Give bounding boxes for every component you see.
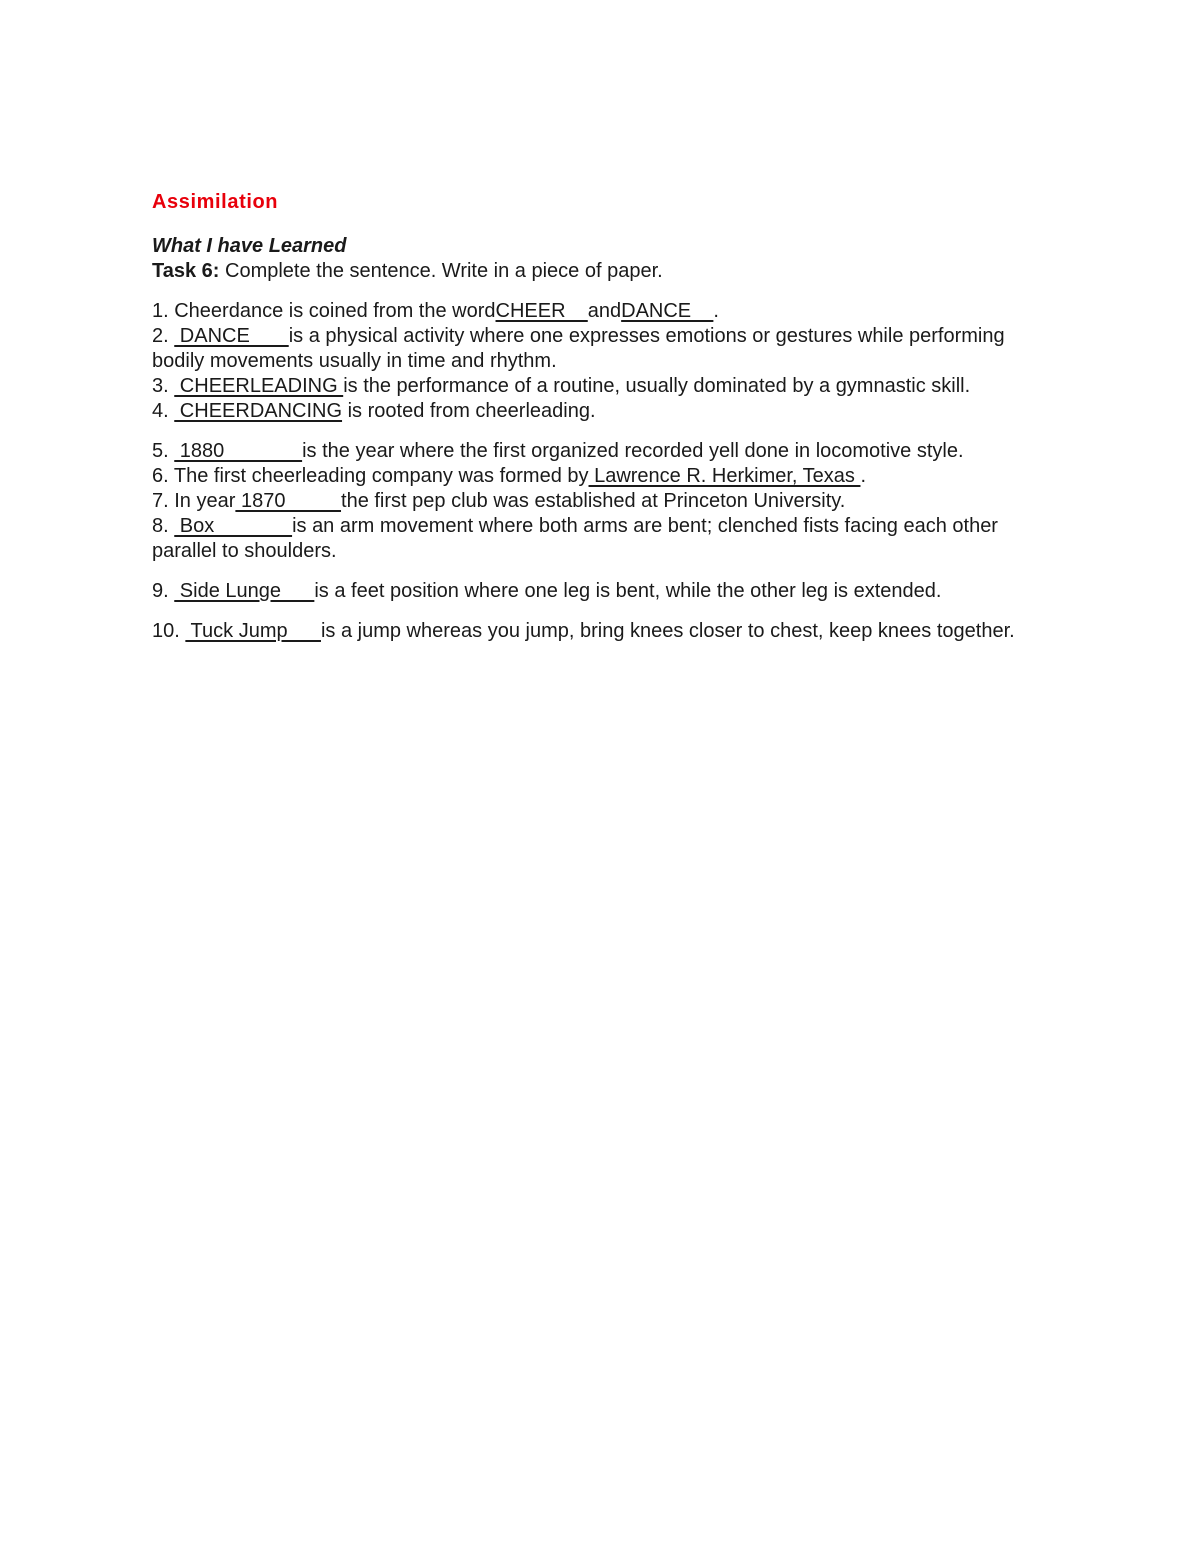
answer-blank: Side Lunge <box>174 580 315 602</box>
question-text: 3. <box>152 375 175 397</box>
question-text: is the year where the first organized recorded yell done in locomotive style. <box>302 440 964 462</box>
question-text: is a feet position where one leg is bent, while the other leg is extended. <box>314 580 942 602</box>
section-title: Assimilation <box>152 191 279 213</box>
question-text: 1. Cheerdance is coined from the word <box>152 300 496 322</box>
question-text: is rooted from cheerleading. <box>342 400 596 422</box>
question-item-6 <box>152 464 1052 489</box>
question-text: 9. <box>152 580 175 602</box>
question-item-4 <box>152 399 1052 424</box>
task-text: Complete the sentence. Write in a piece of paper. <box>219 260 663 282</box>
answer-blank: DANCE <box>174 325 289 347</box>
question-text: 10. <box>152 620 186 642</box>
question-item-8 <box>152 514 1052 564</box>
answer-blank: DANCE <box>621 300 714 322</box>
answer-blank: Lawrence R. Herkimer, Texas <box>588 465 861 487</box>
question-item-9 <box>152 579 1052 604</box>
question-list <box>152 299 1052 644</box>
question-text: 7. In year <box>152 490 236 512</box>
answer-blank: CHEERLEADING <box>174 375 344 397</box>
task-instruction <box>152 259 1052 284</box>
answer-blank: 1880 <box>174 440 303 462</box>
question-text: . <box>713 300 719 322</box>
question-text: the first pep club was established at Princeton University. <box>341 490 846 512</box>
question-text: 4. <box>152 400 175 422</box>
question-item-3 <box>152 374 1052 399</box>
answer-blank: 1870 <box>235 490 342 512</box>
question-text: 2. <box>152 325 175 347</box>
answer-blank: CHEERDANCING <box>174 400 343 422</box>
question-item-2 <box>152 324 1052 374</box>
question-text: 5. <box>152 440 175 462</box>
document-page <box>152 188 1052 644</box>
question-text: is a jump whereas you jump, bring knees closer to chest, keep knees together. <box>320 620 1015 642</box>
answer-blank: Box <box>174 515 293 537</box>
question-text: is an arm movement where both arms are bent; clenched fists facing each other parallel to shoulders. <box>152 515 998 562</box>
question-text: is the performance of a routine, usually dominated by a gymnastic skill. <box>343 375 971 397</box>
answer-blank: CHEER <box>495 300 588 322</box>
question-text: 6. The first cheerleading company was formed by <box>152 465 589 487</box>
task-label: Task 6: <box>152 260 220 282</box>
question-item-10 <box>152 619 1052 644</box>
subtitle: What I have Learned <box>152 235 347 257</box>
question-item-1 <box>152 299 1052 324</box>
question-text: 8. <box>152 515 175 537</box>
question-item-7 <box>152 489 1052 514</box>
answer-blank: Tuck Jump <box>185 620 321 642</box>
question-text: is a physical activity where one expresses emotions or gestures while performing bodily movements usually in time and rhythm. <box>152 325 1005 372</box>
question-text: and <box>587 300 622 322</box>
question-text: . <box>860 465 867 487</box>
question-item-5 <box>152 439 1052 464</box>
